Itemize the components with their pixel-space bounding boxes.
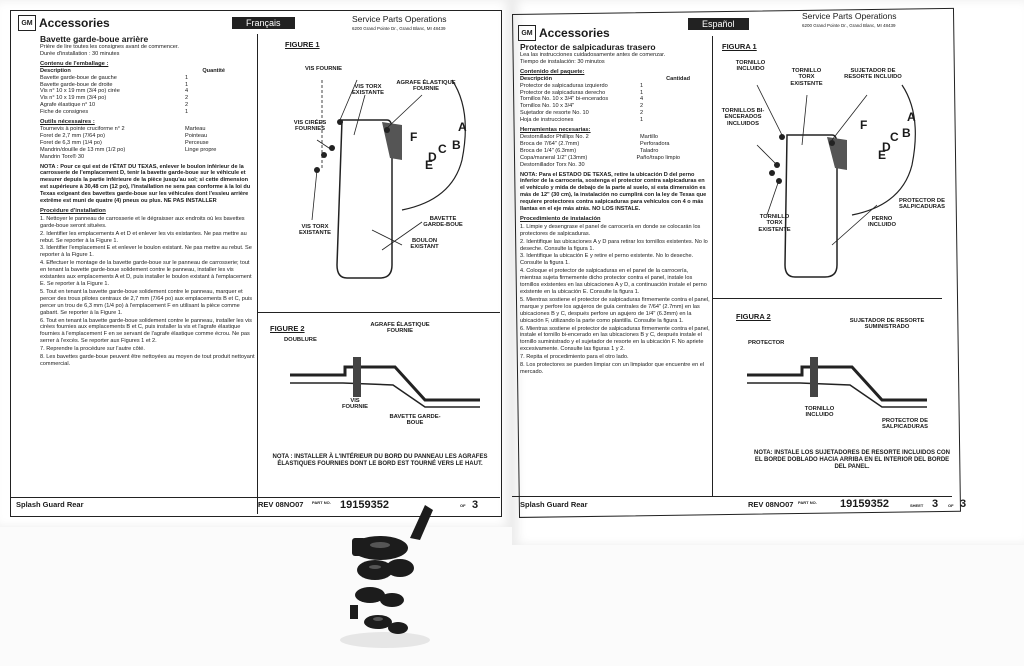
list-cell-name: Broca de 1/4" (6.3mm) <box>520 147 577 154</box>
list-cell-value: 2 <box>185 95 189 102</box>
hardware-pile-image <box>330 500 440 650</box>
list-cell-name: Mandrin/douille de 13 mm (1/2 po) <box>40 146 126 153</box>
list-cell-value: 1 <box>185 109 189 116</box>
right-text-column <box>520 42 710 376</box>
list-cell-name: Sujetador de resorte No. 10 <box>520 110 589 117</box>
fig1r-label-7: PERNO INCLUIDO <box>867 216 897 229</box>
list-cell-name: Fiche de consignes <box>40 109 89 116</box>
letter-E-right: E <box>878 148 887 162</box>
instruction-title: Bavette garde-boue arrière <box>40 34 149 44</box>
list-row <box>40 109 255 116</box>
list-cell-value: 1 <box>640 89 644 96</box>
procedure-step: 8. Les bavettes garde-boue peuvent être nettoyées au moyen de tout produit nettoyant commercial. <box>40 354 255 367</box>
procedure-step: 2. Identifier les emplacements A et D et enlever les vis existantes. Ne pas mettre au rebut. Se reporter à la Figure 1. <box>40 230 247 244</box>
fig1-label-4: VIS CIRÉES FOURNIES <box>293 120 327 133</box>
list-cell-value: 4 <box>640 96 644 103</box>
contents-header-row-right <box>520 76 710 83</box>
letter-C: C <box>438 142 447 156</box>
list-cell-value: 1 <box>640 117 644 124</box>
list-cell-value: Paño/trapo limpio <box>636 154 680 161</box>
footer-title-right: Splash Guard Rear <box>520 500 588 509</box>
list-cell-value <box>185 154 225 161</box>
procedure-step: 6. Tout en tenant la bavette garde-boue solidement contre le panneau, installer les vis cirées fournies aux emplacements B et C, puis installer la vis et l'agrafe élastique fournies à l'emplacement F en se servant de l'agrafe élastique comme écrou. Ne pas serrer à l'excès. Se reporter aux Figures 1 et 2. <box>40 317 252 345</box>
list-row <box>40 126 255 133</box>
footer-rev-right: REV 08NO07 <box>748 500 794 509</box>
intro-text: Prière de lire toutes les consignes avant de commencer. <box>40 44 179 50</box>
list-row <box>40 140 255 147</box>
liner-section <box>290 383 480 407</box>
procedure-steps <box>40 216 255 368</box>
letter-D: D <box>428 150 437 164</box>
list-row <box>520 134 710 141</box>
figure2-note-right: NOTA: INSTALE LOS SUJETADORES DE RESORTE INCLUIDOS CON EL BORDE DOBLADO HACIA ARRIBA EN EL INTERIOR DEL BORDE DEL PANEL. <box>753 450 950 470</box>
list-cell-name: Copa/maneral 1/2" (13mm) <box>520 154 588 161</box>
footer-rule-right <box>512 496 952 497</box>
tools-heading-right: Herramientas necesarias: <box>520 127 591 134</box>
fig1-label-3: AGRAFE ÉLASTIQUE FOURNIE <box>396 80 456 93</box>
list-cell-value: Perforadora <box>640 140 670 147</box>
fig2-label-1: DOUBLURE <box>284 337 317 343</box>
list-cell-name: Protector de salpicaduras izquierdo <box>520 82 608 89</box>
fig1-label-1: VIS FOURNIE <box>305 66 343 72</box>
footer-partno-label: PART NO. <box>312 500 331 505</box>
contents-heading: Contenu de l'emballage : <box>40 60 109 67</box>
footer-rule <box>10 497 500 498</box>
list-row <box>520 117 710 124</box>
fig2-label-2: AGRAFE ÉLASTIQUE FOURNIE <box>370 322 430 335</box>
fig1r-label-4: TORNILLOS BI-ENCERADOS INCLUIDOS <box>721 108 765 127</box>
list-row <box>520 96 710 103</box>
duration-text-right: Tiempo de instalación: 30 minutos <box>520 58 605 65</box>
list-cell-value: 1 <box>185 81 189 88</box>
mudguard-outline <box>337 120 392 278</box>
mudguard-outline-right <box>785 135 837 277</box>
procedure-step: 1. Nettoyer le panneau de carrosserie et le dégraisser aux endroits où les bavettes garde-boue seront situées. <box>40 215 245 229</box>
procedure-step: 6. Mientras sostiene el protector de salpicaduras firmemente contra el panel, instale el tornillo bi-encerado en las ubicaciones B y C, después instale el tornillo suministrado y el sujetador de resorte en la ubicación F. No apriete excesivamente. Consulte las figuras 1 y 2. <box>520 325 710 353</box>
spring-clip <box>353 357 361 397</box>
spring-clip-right <box>810 357 818 397</box>
figure2-title-right: FIGURA 2 <box>736 312 771 321</box>
list-row <box>40 133 255 140</box>
contents-header-qty: Quantité <box>202 67 225 74</box>
tools-list-right <box>520 134 710 169</box>
accessories-title-right: Accessories <box>539 26 610 40</box>
fig1r-label-5: TORNILLO TORX EXISTENTE <box>758 214 791 233</box>
list-row <box>40 95 255 102</box>
gm-logo-right: GM <box>518 25 536 41</box>
fig1-label-7: BOULON EXISTANT <box>410 238 439 251</box>
hardware-shadow <box>340 632 430 648</box>
footer-page-total-right: 3 <box>960 498 967 510</box>
fig1-label-6: BAVETTE GARDE-BOUE <box>423 216 463 229</box>
list-cell-value: 2 <box>185 102 189 109</box>
procedure-step: 5. Tout en tenant la bavette garde-boue solidement contre le panneau, marquer et percer des trous pilotes centraux de 2,7 mm (7/64 po) aux emplacements B et C, puis percer un trou de 6,3 mm (1/4 po) à l'emplacement F en utilisant la pièce comme gabarit. Se reporter à la Figure 1. <box>40 288 253 316</box>
procedure-step: 4. Coloque el protector de salpicaduras en el panel de la carrocería, mientras sujeta firmemente dicho protector contra el panel, instale los tornillos existentes en las ubicaciones A y D, a continuación instale el perno existente en la ubicación E. Consulte la figura 1. <box>520 268 707 295</box>
footer-partno: 19159352 <box>340 499 389 511</box>
list-row <box>520 155 710 162</box>
footer-sheet: 3 <box>932 498 939 510</box>
fig1r-label-2: TORNILLO TORX EXISTENTE <box>790 68 823 87</box>
fig2-label-4: BAVETTE GARDE-BOUE <box>389 414 441 427</box>
fig2r-label-3: TORNILLO INCLUIDO <box>804 406 835 419</box>
letter-B-right: B <box>902 126 911 140</box>
list-cell-value: Linge propre <box>185 146 217 153</box>
list-cell-name: Agrafe élastique n° 10 <box>40 102 96 109</box>
letter-D-right: D <box>882 140 891 154</box>
list-cell-name: Mandrin Torx® 30 <box>40 153 85 160</box>
letter-F: F <box>410 130 418 144</box>
list-cell-name: Vis n° 10 x 19 mm (3/4 po) <box>40 95 107 102</box>
texas-note: NOTA : Pour ce qui est de l'ÉTAT DU TEXAS, enlever le boulon inférieur de la carrosserie de l'emplacement D, tenir la bavette garde-boue sur le véhicule et mesurer depuis la partie inférieure de la pièce jusqu'au sol; si cette dimension est supérieure à 30,48 cm (12 po), l'installation ne sera pas conforme à la loi du Texas exigeant des bavettes garde-boue sur les véhicules dont l'essieu arrière extrême est muni de quatre (4) pneus ou plus. NE PAS INSTALLER <box>40 163 251 205</box>
procedure-step: 4. Effectuer le montage de la bavette garde-boue sur le panneau de carrosserie; tout en tenant la bavette garde-boue solidement contre le panneau, installer les vis existantes aux emplacements A et D, puis installer le boulon existant à l'emplacement E. Se reporter à la Figure 1. <box>40 260 252 287</box>
letter-C-right: C <box>890 130 899 144</box>
left-header <box>18 15 110 31</box>
intro-text-right: Lea las instrucciones cuidadosamente antes de comenzar. <box>520 52 666 58</box>
list-row <box>520 83 710 90</box>
list-row <box>40 102 255 109</box>
contents-heading-right: Contenido del paquete: <box>520 68 585 75</box>
list-cell-name: Tournevis à pointe cruciforme n° 2 <box>40 125 125 132</box>
list-cell-name: Tornillos No. 10 x 3/4" bi-encerados <box>520 96 609 103</box>
tools-heading: Outils nécessaires : <box>40 119 95 126</box>
duration-text: Durée d'installation : 30 minutes <box>40 50 120 57</box>
footer-sheet-label: SHEET <box>910 503 924 508</box>
procedure-step: 7. Repita el procedimiento para el otro lado. <box>520 354 629 361</box>
contents-list-right <box>520 83 710 124</box>
accessories-title: Accessories <box>39 16 110 30</box>
sps-title: Service Parts Operations <box>352 14 447 24</box>
list-cell-value <box>640 162 680 169</box>
fig1-label-5: VIS TORX EXISTANTE <box>298 224 332 237</box>
list-row <box>40 147 255 154</box>
fig2r-label-4: PROTECTOR DE SALPICADURAS <box>881 418 929 431</box>
list-cell-name: Destornillador Torx No. 30 <box>520 161 585 168</box>
procedure-step: 8. Los protectores se pueden limpiar con un limpiador que encuentre en el mercado. <box>520 362 705 375</box>
procedure-step: 2. Identifique las ubicaciones A y D para retirar los tornillos existentes. No lo deseche. Consulte la figura 1. <box>520 238 708 252</box>
contents-header-row <box>40 68 255 75</box>
list-row <box>520 110 710 117</box>
procedure-step: 3. Identifique la ubicación E y retire el perno existente. No lo deseche. Consulte la figura 1. <box>520 253 694 267</box>
procedure-step: 7. Reprendre la procédure sur l'autre côté. <box>40 346 145 353</box>
list-row <box>520 162 710 169</box>
list-cell-value: 2 <box>640 110 644 117</box>
black-fasteners <box>350 505 433 634</box>
list-cell-name: Foret de 6,3 mm (1/4 po) <box>40 139 102 146</box>
list-cell-name: Bavette garde-boue de droite <box>40 81 113 88</box>
list-cell-value: Marteau <box>185 125 206 132</box>
list-cell-name: Tornillos No. 10 x 3/4" <box>520 103 575 110</box>
fig2r-label-2: SUJETADOR DE RESORTE SUMINISTRADO <box>849 318 925 331</box>
instruction-title-right: Protector de salpicaduras trasero <box>520 42 656 52</box>
list-cell-value: 1 <box>185 74 189 81</box>
list-cell-name: Hoja de instrucciones <box>520 117 574 124</box>
footer-of-right: OF <box>948 503 954 508</box>
footer-rev: REV 08NO07 <box>258 500 304 509</box>
sps-block-right <box>802 12 896 30</box>
fig2r-label-1: PROTECTOR <box>748 340 785 346</box>
list-cell-value: Martillo <box>640 133 659 140</box>
figure-divider <box>257 312 500 313</box>
list-row <box>40 154 255 161</box>
letter-F-right: F <box>860 118 868 132</box>
contents-header-desc-right: Descripción <box>520 75 553 82</box>
tools-list <box>40 126 255 161</box>
list-cell-value: 1 <box>640 82 644 89</box>
figure-divider-right <box>712 298 942 299</box>
texas-note-right: NOTA: Para el ESTADO DE TEXAS, retire la ubicación D del perno inferior de la carrocería, sostenga el protector contra salpicaduras en el vehículo y mida de debajo de la parte al suelo, si esta dimensión es más de 12" (30 cm), la instalación no cumplirá con la ley de Texas que requiere protectores contra salpicaduras para vehículos con 4 o más llantas en el eje más atrás. NO LOS INSTALE. <box>520 171 707 213</box>
left-instruction-page <box>0 0 512 527</box>
list-row <box>520 148 710 155</box>
right-header <box>518 25 610 41</box>
list-cell-name: Vis n° 10 x 19 mm (3/4 po) cirée <box>40 88 120 95</box>
footer-title: Splash Guard Rear <box>16 500 84 509</box>
fig1r-label-3: SUJETADOR DE RESORTE INCLUIDO <box>844 68 902 81</box>
list-cell-name: Foret de 2,7 mm (7/64 po) <box>40 132 105 139</box>
list-cell-value: Pointeau <box>185 132 208 139</box>
fig1r-label-6: PROTECTOR DE SALPICADURAS <box>898 198 946 211</box>
liner-section-right <box>747 383 927 407</box>
language-tag-right: Español <box>688 18 749 30</box>
figure1-title: FIGURE 1 <box>285 40 320 49</box>
figure1-title-right: FIGURA 1 <box>722 42 757 51</box>
sps-address-right: 6200 Grand Pointe Dr., Grand Blanc, MI 48439 <box>802 23 896 28</box>
list-row <box>40 82 255 89</box>
right-instruction-page <box>512 0 1024 545</box>
procedure-heading-right: Procedimiento de instalación <box>520 215 601 222</box>
gm-logo: GM <box>18 15 36 31</box>
letter-E: E <box>425 158 434 172</box>
letter-B: B <box>452 138 461 152</box>
language-tag: Français <box>232 17 295 29</box>
letter-A: A <box>458 120 467 134</box>
list-row <box>40 88 255 95</box>
contents-list <box>40 75 255 116</box>
procedure-step: 5. Mientras sostiene el protector de salpicaduras firmemente contra el panel, marque y perfore los agujeros de guía centrales de 7/64" (2.7mm) en las ubicaciones B y C, después perfore un agujero de 1/4" (6.3mm) en la ubicación F, utilizando la parte como plantilla. Consulte la figura 1. <box>520 296 710 324</box>
figure2-title: FIGURE 2 <box>270 324 305 333</box>
figure1-diagram-right <box>717 55 942 305</box>
list-cell-value: Taladro <box>640 147 659 154</box>
letter-A-right: A <box>907 110 916 124</box>
list-cell-name: Bavette garde-boue de gauche <box>40 74 117 81</box>
footer-partno-label-right: PART NO. <box>798 500 817 505</box>
list-cell-value: Perceuse <box>185 139 209 146</box>
list-cell-value: 4 <box>185 88 189 95</box>
list-cell-name: Broca de 7/64" (2.7mm) <box>520 140 580 147</box>
figure2-note: NOTA : INSTALLER À L'INTÉRIEUR DU BORD DU PANNEAU LES AGRAFES ÉLASTIQUES FOURNIES DONT LE BORD EST TOURNÉ VERS LE HAUT. <box>272 454 488 467</box>
list-row <box>520 141 710 148</box>
sps-block <box>352 15 446 33</box>
contents-header-desc: Description <box>40 67 71 74</box>
list-row <box>520 103 710 110</box>
footer-page-total: 3 <box>472 499 479 511</box>
list-cell-name: Destornillador Phillips No. 2 <box>520 133 589 140</box>
list-row <box>40 75 255 82</box>
contents-header-qty-right: Cantidad <box>666 75 690 82</box>
procedure-step: 3. Identifier l'emplacement E et enlever le boulon existant. Ne pas mettre au rebut. Se reporter à la Figure 1. <box>40 245 252 259</box>
list-row <box>520 90 710 97</box>
figure2-diagram <box>285 345 485 425</box>
procedure-heading: Procédure d'installation <box>40 207 106 214</box>
sps-address: 6200 Grand Pointe Dr., Grand Blanc, MI 48439 <box>352 26 446 31</box>
sps-title-right: Service Parts Operations <box>802 11 897 21</box>
procedure-step: 1. Limpie y desengrase el panel de carrocería en donde se colocarán los protectores de salpicaduras. <box>520 223 701 237</box>
list-cell-value: 2 <box>640 103 644 110</box>
fig1r-label-1: TORNILLO INCLUIDO <box>735 60 766 73</box>
procedure-steps-right <box>520 224 710 376</box>
fig2-label-3: VIS FOURNIE <box>341 398 369 411</box>
footer-partno-right: 19159352 <box>840 498 889 510</box>
left-text-column <box>40 34 255 368</box>
list-cell-name: Protector de salpicaduras derecho <box>520 89 606 96</box>
fig1-label-2: VIS TORX EXISTANTE <box>351 84 385 97</box>
footer-of: OF <box>460 503 466 508</box>
